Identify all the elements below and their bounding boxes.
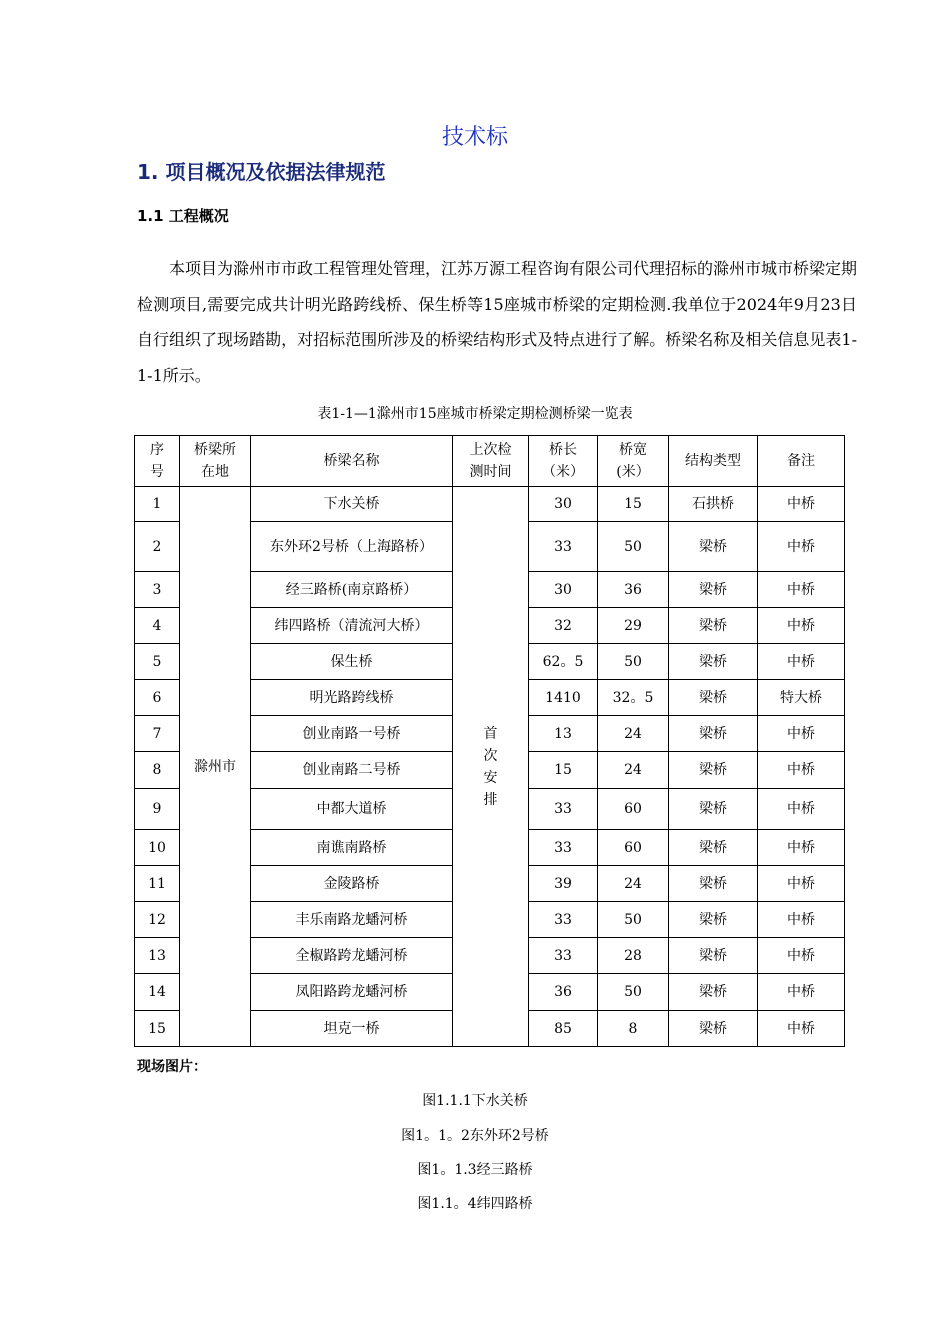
- document-title: 技术标: [441, 125, 508, 150]
- cell-note: 中桥: [758, 716, 845, 752]
- last-inspection-char: 排: [483, 791, 498, 808]
- cell-no: 5: [135, 644, 180, 680]
- cell-length: 30: [529, 487, 598, 522]
- cell-note: 中桥: [758, 522, 845, 572]
- cell-width: 8: [598, 1011, 669, 1047]
- header-length: 桥长 （米）: [529, 436, 598, 487]
- overview-paragraph: 本项目为滁州市市政工程管理处管理，江苏万源工程咨询有限公司代理招标的滁州市城市桥梁定期检测项目,需要完成共计明光路跨线桥、保生桥等15座城市桥梁的定期检测.我单位于2024年9月23日自行组织了现场踏勘，对招标范围所涉及的桥梁结构形式及特点进行了解。桥梁名称及相关信息见表1-1-1所示。: [137, 259, 858, 385]
- cell-width: 60: [598, 830, 669, 866]
- cell-length: 85: [529, 1011, 598, 1047]
- cell-no: 6: [135, 680, 180, 716]
- cell-width: 50: [598, 522, 669, 572]
- cell-no: 2: [135, 522, 180, 572]
- cell-type: 梁桥: [669, 974, 758, 1011]
- cell-type: 梁桥: [669, 866, 758, 902]
- header-note: 备注: [758, 436, 845, 487]
- cell-name: 南谯南路桥: [251, 830, 453, 866]
- table-header-row: [135, 436, 845, 487]
- table-row: [135, 487, 845, 522]
- cell-length: 62。5: [529, 644, 598, 680]
- cell-type: 梁桥: [669, 716, 758, 752]
- cell-note: 中桥: [758, 938, 845, 974]
- last-inspection-char: 次: [483, 747, 498, 764]
- header-last-inspection: 上次检 测时间: [453, 436, 529, 487]
- cell-name: 创业南路一号桥: [251, 716, 453, 752]
- cell-type: 梁桥: [669, 938, 758, 974]
- cell-name: 明光路跨线桥: [251, 680, 453, 716]
- cell-width: 24: [598, 752, 669, 789]
- cell-width: 15: [598, 487, 669, 522]
- last-inspection-char: 首: [483, 725, 498, 742]
- cell-note: 特大桥: [758, 680, 845, 716]
- cell-name: 全椒路跨龙蟠河桥: [251, 938, 453, 974]
- cell-no: 3: [135, 572, 180, 608]
- cell-note: 中桥: [758, 1011, 845, 1047]
- cell-note: 中桥: [758, 902, 845, 938]
- cell-length: 33: [529, 938, 598, 974]
- cell-type: 梁桥: [669, 572, 758, 608]
- cell-length: 30: [529, 572, 598, 608]
- cell-no: 7: [135, 716, 180, 752]
- cell-length: 33: [529, 830, 598, 866]
- cell-note: 中桥: [758, 789, 845, 830]
- cell-type: 梁桥: [669, 680, 758, 716]
- cell-note: 中桥: [758, 830, 845, 866]
- cell-length: 33: [529, 522, 598, 572]
- cell-type: 梁桥: [669, 789, 758, 830]
- header-type: 结构类型: [669, 436, 758, 487]
- figure-caption: 图1.1.1下水关桥: [422, 1093, 528, 1109]
- cell-name: 创业南路二号桥: [251, 752, 453, 789]
- cell-no: 13: [135, 938, 180, 974]
- cell-name: 东外环2号桥（上海路桥）: [251, 522, 453, 572]
- cell-note: 中桥: [758, 974, 845, 1011]
- cell-width: 28: [598, 938, 669, 974]
- cell-width: 32。5: [598, 680, 669, 716]
- cell-name: 保生桥: [251, 644, 453, 680]
- cell-length: 1410: [529, 680, 598, 716]
- cell-length: 13: [529, 716, 598, 752]
- cell-no: 9: [135, 789, 180, 830]
- header-no: 序 号: [135, 436, 180, 487]
- cell-type: 梁桥: [669, 522, 758, 572]
- cell-type: 梁桥: [669, 902, 758, 938]
- header-width: 桥宽 (米）: [598, 436, 669, 487]
- cell-length: 15: [529, 752, 598, 789]
- cell-name: 经三路桥(南京路桥）: [251, 572, 453, 608]
- cell-length: 36: [529, 974, 598, 1011]
- cell-type: 梁桥: [669, 644, 758, 680]
- cell-name: 中都大道桥: [251, 789, 453, 830]
- cell-name: 坦克一桥: [251, 1011, 453, 1047]
- cell-width: 50: [598, 902, 669, 938]
- cell-name: 金陵路桥: [251, 866, 453, 902]
- cell-location: 滁州市: [180, 487, 251, 1047]
- header-name: 桥梁名称: [251, 436, 453, 487]
- cell-last-inspection: [453, 487, 529, 1047]
- scene-photos-label: 现场图片：: [137, 1059, 207, 1075]
- bridge-table: [134, 435, 845, 1047]
- cell-no: 1: [135, 487, 180, 522]
- cell-no: 11: [135, 866, 180, 902]
- cell-length: 32: [529, 608, 598, 644]
- figure-caption: 图1。1.3经三路桥: [417, 1162, 533, 1178]
- cell-width: 29: [598, 608, 669, 644]
- cell-type: 梁桥: [669, 830, 758, 866]
- cell-width: 24: [598, 716, 669, 752]
- cell-type: 梁桥: [669, 752, 758, 789]
- cell-width: 24: [598, 866, 669, 902]
- cell-width: 50: [598, 644, 669, 680]
- last-inspection-char: 安: [483, 769, 498, 786]
- cell-note: 中桥: [758, 608, 845, 644]
- cell-width: 50: [598, 974, 669, 1011]
- cell-note: 中桥: [758, 572, 845, 608]
- table-caption: 表1-1—1滁州市15座城市桥梁定期检测桥梁一览表: [317, 406, 633, 422]
- cell-note: 中桥: [758, 644, 845, 680]
- cell-no: 12: [135, 902, 180, 938]
- cell-name: 凤阳路跨龙蟠河桥: [251, 974, 453, 1011]
- cell-note: 中桥: [758, 487, 845, 522]
- cell-name: 下水关桥: [251, 487, 453, 522]
- cell-no: 4: [135, 608, 180, 644]
- cell-width: 36: [598, 572, 669, 608]
- cell-type: 梁桥: [669, 608, 758, 644]
- cell-length: 39: [529, 866, 598, 902]
- cell-note: 中桥: [758, 866, 845, 902]
- header-location: 桥梁所 在地: [180, 436, 251, 487]
- figure-caption: 图1.1。4纬四路桥: [417, 1196, 533, 1212]
- cell-no: 15: [135, 1011, 180, 1047]
- cell-note: 中桥: [758, 752, 845, 789]
- section-heading-1: 1. 项目概况及依据法律规范: [137, 160, 386, 184]
- cell-type: 石拱桥: [669, 487, 758, 522]
- cell-name: 丰乐南路龙蟠河桥: [251, 902, 453, 938]
- cell-no: 10: [135, 830, 180, 866]
- cell-no: 14: [135, 974, 180, 1011]
- cell-length: 33: [529, 789, 598, 830]
- figure-caption: 图1。1。2东外环2号桥: [401, 1128, 549, 1144]
- section-heading-1-1: 1.1 工程概况: [137, 207, 229, 225]
- cell-length: 33: [529, 902, 598, 938]
- cell-name: 纬四路桥（清流河大桥）: [251, 608, 453, 644]
- cell-type: 梁桥: [669, 1011, 758, 1047]
- cell-no: 8: [135, 752, 180, 789]
- cell-width: 60: [598, 789, 669, 830]
